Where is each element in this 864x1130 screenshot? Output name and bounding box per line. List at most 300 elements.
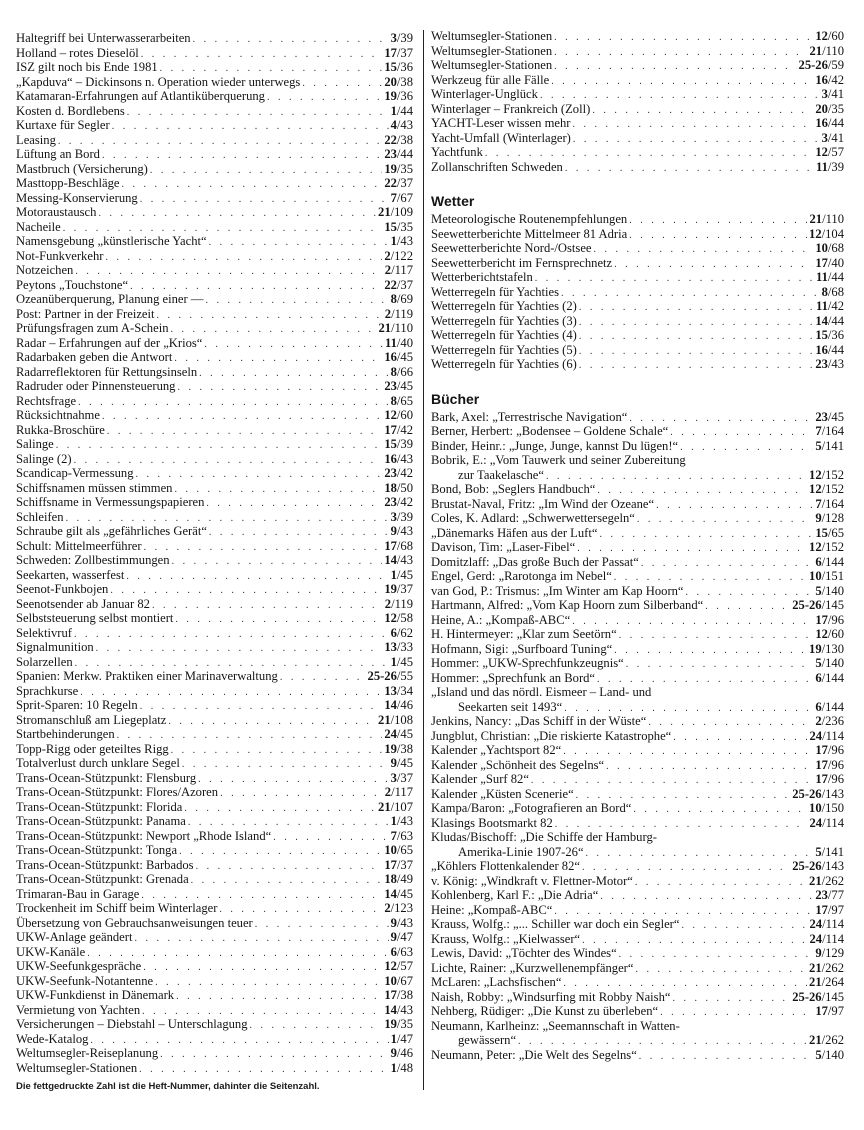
leader-dots — [597, 484, 807, 497]
leader-dots — [74, 628, 389, 641]
leader-dots — [280, 671, 366, 684]
page-number: 38 — [400, 741, 413, 756]
index-entry — [431, 270, 844, 285]
page-number: 123 — [394, 901, 413, 915]
issue-number: 3 — [821, 130, 828, 145]
leader-dots — [576, 789, 791, 802]
issue-number: 23 — [815, 357, 828, 371]
index-entry — [16, 60, 413, 75]
leader-dots — [531, 774, 813, 787]
page-number: 35 — [400, 161, 413, 176]
separator: / — [396, 74, 401, 89]
entry-title: Not-Funkverkehr — [16, 248, 104, 263]
index-entry — [431, 1048, 844, 1063]
index-entry — [16, 814, 413, 829]
leader-dots — [641, 557, 813, 570]
leader-dots — [255, 918, 389, 931]
page-number: 44 — [831, 116, 844, 130]
index-entry — [16, 756, 413, 771]
entry-title: Jenkins, Nancy: „Das Schiff in der Wüste“ — [431, 714, 647, 728]
page-number: 43 — [400, 553, 413, 567]
index-entry — [16, 46, 413, 61]
separator: / — [396, 915, 401, 930]
issue-number: 1 — [390, 103, 397, 118]
leader-dots — [80, 686, 382, 699]
entry-title: Bark, Axel: „Terrestrische Navigation“ — [431, 409, 628, 424]
leader-dots — [572, 615, 813, 628]
leader-dots — [184, 802, 376, 815]
separator: / — [821, 699, 826, 714]
leader-dots — [554, 46, 807, 59]
issue-number: 7 — [815, 424, 822, 438]
separator: / — [396, 538, 401, 553]
index-entry — [16, 553, 413, 568]
separator: / — [827, 159, 832, 174]
leader-dots — [168, 715, 376, 728]
separator: / — [396, 466, 401, 480]
separator: / — [822, 43, 826, 58]
entry-title: Trans-Ocean-Stützpunkt: Newport „Rhode Island“ — [16, 828, 272, 843]
separator: / — [827, 328, 832, 342]
page-number: 114 — [825, 917, 844, 931]
issue-number: 5 — [815, 583, 822, 598]
issue-number: 10 — [384, 843, 397, 857]
page-number: 48 — [400, 1060, 413, 1075]
entry-title: Domitzlaff: „Das große Buch der Passat“ — [431, 554, 639, 569]
separator: / — [827, 757, 832, 772]
index-entry — [16, 104, 413, 119]
entry-title: „Island und das nördl. Eismeer – Land- und — [431, 685, 652, 699]
index-entry — [16, 205, 413, 220]
index-entry — [431, 212, 844, 227]
issue-number: 14 — [815, 313, 828, 328]
leader-dots — [206, 497, 382, 510]
leader-dots — [87, 947, 388, 960]
issue-number: 8 — [390, 364, 397, 379]
index-entry — [16, 988, 413, 1003]
entry-title: Wetterregeln für Yachties (6) — [431, 357, 577, 371]
issue-number: 9 — [390, 756, 397, 770]
separator: / — [822, 212, 826, 226]
issue-number: 12 — [815, 145, 828, 159]
entry-title: Berner, Herbert: „Bodensee – Goldene Schale“ — [431, 424, 669, 438]
leader-dots — [160, 1048, 388, 1061]
leader-dots — [554, 905, 813, 918]
entry-title: Radarreflektoren für Rettungsinseln — [16, 364, 198, 379]
page-reference — [368, 669, 413, 684]
separator: / — [821, 424, 826, 438]
page-number: 38 — [400, 132, 413, 147]
footnote: Die fettgedruckte Zahl ist die Heft-Nummer, dahinter die Seitenzahl. — [16, 1081, 320, 1092]
page-reference — [384, 133, 413, 148]
issue-number: 24 — [809, 728, 823, 743]
page-reference — [391, 814, 413, 829]
separator: / — [821, 670, 826, 685]
leader-dots — [110, 584, 382, 597]
index-entry — [16, 408, 413, 423]
leader-dots — [171, 744, 383, 757]
page-reference — [815, 555, 844, 570]
separator: / — [396, 843, 401, 857]
column-divider — [423, 30, 424, 1090]
entry-title: Amerika-Linie 1907-26“ — [458, 844, 584, 859]
page-reference — [378, 321, 413, 336]
leader-dots — [614, 258, 813, 271]
entry-title: Startbehinderungen — [16, 727, 115, 741]
issue-number: 21 — [809, 212, 823, 226]
index-entry — [16, 611, 413, 626]
index-entry — [16, 916, 413, 931]
issue-number: 1 — [390, 814, 397, 828]
index-entry — [431, 961, 844, 976]
issue-number: 16 — [815, 342, 828, 357]
separator: / — [827, 1004, 832, 1018]
index-entry — [16, 234, 413, 249]
page-reference — [391, 191, 413, 206]
issue-number: 17 — [815, 772, 828, 786]
index-entry — [431, 888, 844, 903]
issue-number: 17 — [384, 538, 397, 553]
leader-dots — [96, 642, 383, 655]
issue-number: 7 — [390, 190, 397, 205]
issue-number: 12 — [384, 408, 397, 422]
page-number: 59 — [831, 58, 844, 72]
entry-title: Mastbruch (Versicherung) — [16, 161, 148, 176]
index-entry — [431, 555, 844, 570]
issue-number: 20 — [815, 101, 828, 116]
issue-number: 2 — [384, 901, 391, 915]
page-reference — [384, 539, 413, 554]
page-number: 145 — [825, 989, 844, 1004]
page-reference — [815, 145, 844, 160]
index-entry — [16, 800, 413, 815]
leader-dots — [614, 571, 807, 584]
page-number: 45 — [400, 654, 413, 669]
issue-number: 21 — [809, 975, 822, 989]
page-number: 140 — [825, 656, 844, 670]
issue-number: 12 — [815, 29, 828, 43]
separator: / — [827, 29, 832, 43]
wetter-list — [431, 212, 844, 372]
index-entry — [431, 946, 844, 961]
index-entry — [431, 642, 844, 657]
page-number: 45 — [400, 350, 413, 364]
index-entry — [431, 627, 844, 642]
separator: / — [396, 103, 401, 118]
index-entry — [431, 87, 844, 102]
entry-title: UKW-Funkdienst in Dänemark — [16, 988, 175, 1002]
index-entry — [16, 626, 413, 641]
page-reference — [816, 270, 844, 285]
index-entry — [16, 365, 413, 380]
page-number: 130 — [825, 641, 844, 656]
index-entry — [431, 772, 844, 787]
index-entry — [431, 526, 844, 541]
index-entry — [431, 227, 844, 242]
leader-dots — [597, 673, 813, 686]
page-number: 114 — [825, 931, 844, 946]
index-entry — [431, 729, 844, 744]
separator: / — [396, 582, 401, 596]
index-entry — [431, 990, 844, 1005]
leader-dots — [78, 396, 388, 409]
entry-title: Yacht-Umfall (Winterlager) — [431, 130, 571, 145]
leader-dots — [273, 831, 388, 844]
page-number: 152 — [825, 467, 844, 482]
page-reference — [384, 176, 413, 191]
page-reference — [815, 845, 844, 860]
issue-number: 25-26 — [792, 598, 822, 612]
page-reference — [809, 917, 844, 932]
index-entry — [16, 495, 413, 510]
entry-title: Seewetterberichte Mittelmeer 81 Adria — [431, 226, 628, 241]
page-number: 236 — [825, 714, 844, 728]
page-number: 152 — [825, 482, 844, 496]
entry-title: Kludas/Bischoff: „Die Schiffe der Hamburg- — [431, 830, 657, 844]
entry-title: gewässern“ — [458, 1033, 517, 1047]
index-entry — [16, 437, 413, 452]
page-number: 68 — [831, 284, 844, 299]
leader-dots — [126, 570, 388, 583]
page-number: 110 — [825, 212, 844, 226]
page-reference — [391, 104, 413, 119]
index-entry — [431, 241, 844, 256]
issue-number: 21 — [809, 960, 822, 975]
separator: / — [827, 299, 832, 313]
issue-number: 17 — [815, 743, 828, 757]
page-number: 43 — [400, 915, 413, 930]
entry-title: Nacheile — [16, 219, 61, 234]
issue-number: 25-26 — [792, 989, 822, 1004]
leader-dots — [102, 149, 382, 162]
page-reference — [384, 553, 413, 568]
separator: / — [821, 844, 826, 859]
issue-number: 23 — [815, 888, 828, 902]
leader-dots — [563, 745, 813, 758]
entry-title: Weltumsegler-Stationen — [431, 58, 553, 72]
entry-title: Binder, Heinr.: „Junge, Junge, kannst Du lügen!“ — [431, 438, 679, 453]
leader-dots — [220, 787, 383, 800]
index-entry — [431, 357, 844, 372]
page-reference — [815, 424, 844, 439]
separator: / — [396, 727, 401, 741]
separator: / — [827, 270, 832, 284]
entry-title: Nehberg, Rüdiger: „Die Kunst zu überleben“ — [431, 1004, 659, 1018]
leader-dots — [193, 33, 389, 46]
page-reference — [384, 872, 413, 887]
index-entry — [16, 713, 413, 728]
page-number: 65 — [831, 525, 844, 540]
leader-dots — [579, 301, 814, 314]
index-entry — [16, 742, 413, 757]
leader-dots — [554, 60, 796, 73]
issue-number: 25-26 — [798, 58, 828, 72]
page-number: 128 — [825, 511, 844, 525]
leader-dots — [172, 555, 383, 568]
page-reference — [815, 758, 844, 773]
entry-title: Salinge — [16, 437, 54, 451]
entry-title: Selektivruf — [16, 625, 72, 640]
separator: / — [396, 161, 401, 176]
index-entry — [16, 582, 413, 597]
index-entry-line — [431, 685, 844, 700]
issue-number: 16 — [384, 451, 397, 466]
page-reference — [384, 742, 413, 757]
entry-title: Krauss, Wolfg.: „... Schiller war doch ein Segler“ — [431, 917, 680, 931]
index-entry — [16, 640, 413, 655]
issue-number: 5 — [815, 844, 822, 859]
issue-number: 19 — [384, 1017, 397, 1031]
entry-title: Seekarten, wasserfest — [16, 567, 125, 582]
issue-number: 19 — [384, 89, 397, 103]
page-reference — [384, 684, 413, 699]
issue-number: 2 — [815, 714, 822, 728]
page-number: 60 — [400, 408, 413, 422]
separator: / — [822, 728, 826, 743]
separator: / — [396, 379, 401, 393]
index-entry — [16, 829, 413, 844]
entry-title: Kalender „Surf 82“ — [431, 772, 529, 786]
issue-number: 24 — [809, 917, 823, 931]
index-entry — [431, 102, 844, 117]
separator: / — [827, 241, 832, 255]
page-number: 77 — [831, 888, 844, 902]
entry-title: Wetterregeln für Yachties — [431, 284, 560, 299]
page-number: 39 — [400, 509, 413, 524]
entry-title: Trans-Ocean-Stützpunkt: Flores/Azoren — [16, 785, 219, 799]
page-number: 44 — [831, 342, 844, 357]
page-reference — [384, 423, 413, 438]
page-reference — [384, 858, 413, 873]
entry-title: Heine, A.: „Kompaß-ABC“ — [431, 612, 571, 627]
leader-dots — [302, 77, 382, 90]
index-entry — [431, 932, 844, 947]
separator: / — [396, 770, 401, 785]
page-number: 44 — [400, 103, 413, 118]
page-reference — [815, 1004, 844, 1019]
leader-dots — [174, 352, 382, 365]
separator: / — [821, 598, 826, 612]
page-reference — [384, 481, 413, 496]
separator: / — [396, 567, 401, 582]
index-entry — [16, 394, 413, 409]
issue-number: 20 — [384, 74, 397, 89]
separator: / — [396, 625, 401, 640]
index-entry — [16, 727, 413, 742]
page-number: 110 — [825, 43, 844, 58]
page-number: 37 — [400, 176, 413, 190]
section-heading-buecher: Bücher — [431, 390, 480, 407]
entry-title: Kalender „Yachtsport 82“ — [431, 743, 562, 757]
issue-number: 10 — [809, 569, 822, 583]
entry-title: zur Taakelasche“ — [458, 467, 544, 482]
issue-number: 10 — [809, 801, 822, 815]
index-entry — [16, 945, 413, 960]
page-number: 50 — [400, 480, 413, 495]
entry-title: Trans-Ocean-Stützpunkt: Flensburg — [16, 770, 197, 785]
entry-title: Selbststeuerung selbst montiert — [16, 611, 174, 625]
leader-dots — [142, 1005, 382, 1018]
entry-title: Davison, Tim: „Laser-Fibel“ — [431, 540, 576, 554]
leader-dots — [171, 323, 377, 336]
buecher-list — [431, 410, 844, 1063]
issue-number: 17 — [815, 757, 828, 772]
index-entry — [16, 974, 413, 989]
page-reference — [384, 495, 413, 510]
entry-title: Scandicap-Vermessung — [16, 466, 134, 480]
page-reference — [815, 357, 844, 372]
entry-title: YACHT-Leser wissen mehr — [431, 116, 571, 130]
issue-number: 19 — [384, 582, 397, 596]
leader-dots — [209, 526, 389, 539]
leader-dots — [637, 513, 813, 526]
entry-title: Topp-Rigg oder geteiltes Rigg — [16, 741, 169, 756]
page-number: 35 — [400, 1017, 413, 1031]
leader-dots — [199, 367, 388, 380]
separator: / — [396, 147, 401, 161]
issue-number: 12 — [809, 482, 822, 496]
issue-number: 24 — [384, 727, 397, 741]
leader-dots — [563, 977, 807, 990]
page-reference — [384, 887, 413, 902]
index-entry — [16, 379, 413, 394]
leader-dots — [629, 412, 813, 425]
leader-dots — [98, 207, 376, 220]
separator: / — [396, 669, 401, 683]
entry-title: McLaren: „Lachsfischen“ — [431, 975, 562, 989]
index-entry — [431, 859, 844, 874]
leader-dots — [551, 75, 813, 88]
page-number: 144 — [825, 670, 844, 685]
page-reference — [809, 569, 844, 584]
index-entry — [16, 31, 413, 46]
page-number: 164 — [825, 424, 844, 438]
index-entry — [16, 292, 413, 307]
index-entry — [431, 256, 844, 271]
page-reference — [384, 1017, 413, 1032]
issue-number: 10 — [384, 973, 397, 988]
leader-dots — [198, 773, 388, 786]
issue-number: 18 — [384, 480, 397, 495]
leader-dots — [191, 874, 383, 887]
page-number: 140 — [825, 1047, 844, 1062]
index-entry — [431, 714, 844, 729]
entry-title: Yachtfunk — [431, 145, 483, 159]
leader-dots — [117, 729, 383, 742]
page-number: 45 — [831, 409, 844, 424]
issue-number: 17 — [815, 902, 828, 917]
page-number: 39 — [831, 159, 844, 174]
index-entry — [16, 698, 413, 713]
index-entry — [16, 1003, 413, 1018]
page-reference — [384, 220, 413, 235]
issue-number: 17 — [815, 1004, 828, 1018]
issue-number: 5 — [815, 656, 822, 670]
issue-number: 16 — [815, 116, 828, 130]
leader-dots — [177, 381, 382, 394]
separator: / — [821, 714, 826, 728]
entry-title: Katamaran-Erfahrungen auf Atlantiküberquerung — [16, 89, 265, 103]
leader-dots — [140, 193, 389, 206]
index-continuation — [431, 29, 844, 174]
leader-dots — [75, 265, 382, 278]
page-reference — [809, 961, 844, 976]
separator: / — [827, 130, 832, 145]
page-reference — [815, 946, 844, 961]
issue-number: 4 — [390, 118, 397, 132]
page-number: 45 — [400, 756, 413, 770]
entry-title: Wetterregeln für Yachties (4) — [431, 328, 577, 342]
